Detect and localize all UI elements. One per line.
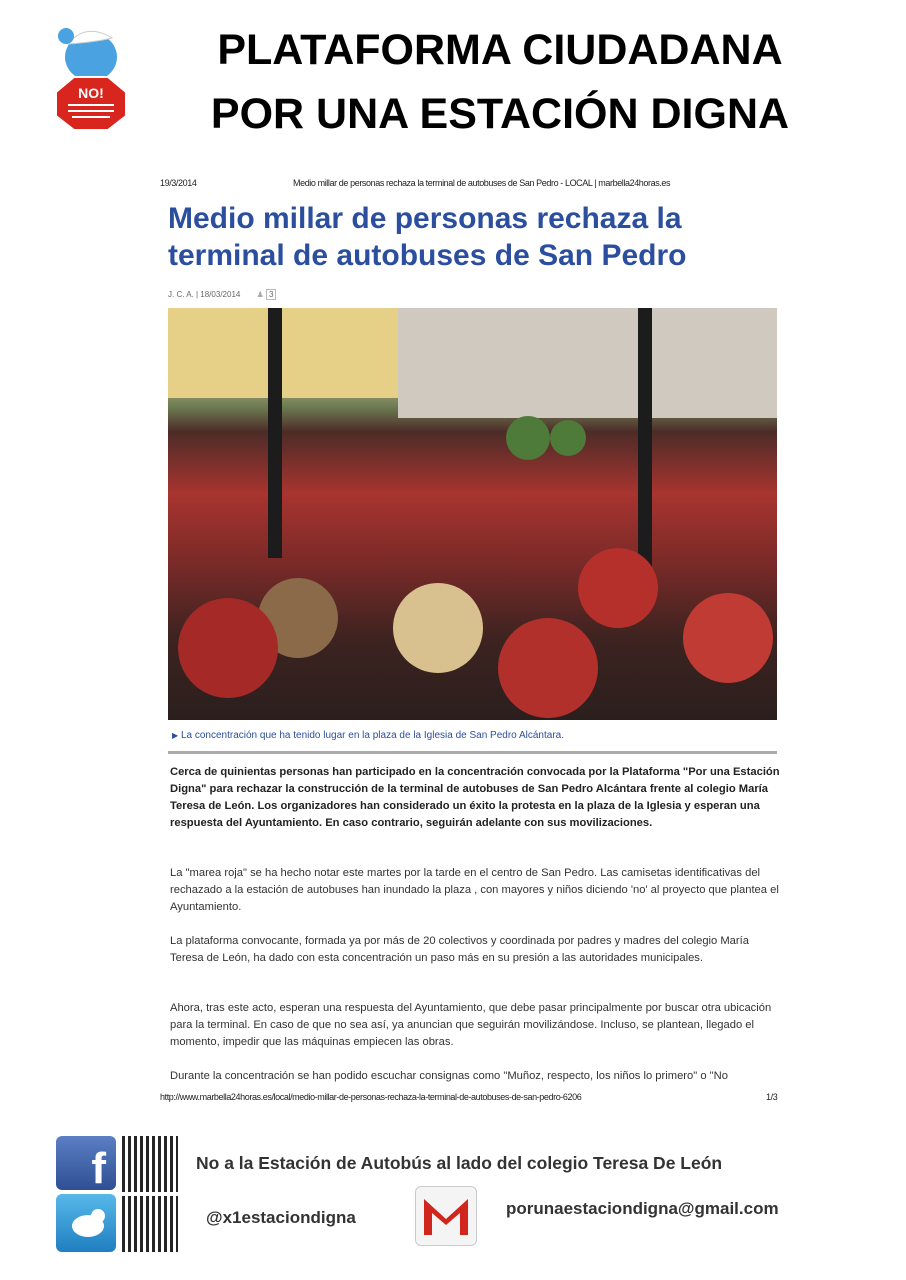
campaign-tagline: No a la Estación de Autobús al lado del colegio Teresa De León <box>196 1153 723 1173</box>
user-icon: ♟ <box>256 290 264 299</box>
page-number: 1/3 <box>766 1092 778 1102</box>
headline-line: terminal de autobuses de San Pedro <box>168 239 687 272</box>
caption-text: La concentración que ha tenido lugar en la plaza de la Iglesia de San Pedro Alcántara. <box>180 730 564 741</box>
poster-title <box>150 18 850 146</box>
photo-caption <box>172 730 564 741</box>
divider <box>168 751 777 754</box>
article-paragraph: Durante la concentración se han podido escuchar consignas como "Muñoz, respecto, los niños lo primero" o "No <box>170 1070 728 1082</box>
byline <box>168 290 276 299</box>
headline-line: Medio millar de personas rechaza la <box>168 202 682 235</box>
article-paragraph: Cerca de quinientas personas han participado en la concentración convocada por la Plataforma "Por una Estación Digna" para rechazar la construcción de la terminal de autobuses de San Pedro Alcántara frente al colegio María Teresa de León. Los organizadores han considerado un éxito la protesta en la plaza de la Iglesia y esperan una respuesta del Ayuntamiento. En caso contrario, seguirán adelante con sus movilizaciones. <box>170 766 780 829</box>
article-paragraph: La plataforma convocante, formada ya por más de 20 colectivos y coordinada por padres y madres del colegio María Teresa de León, ha dado con esta concentración un paso más en su presión a las autoridades municipales. <box>170 935 749 964</box>
title-line: PLATAFORMA CIUDADANA <box>217 26 783 74</box>
svg-text:NO!: NO! <box>78 85 104 101</box>
facebook-icon[interactable]: f <box>56 1136 116 1190</box>
byline-text: J. C. A. | 18/03/2014 <box>168 290 241 299</box>
article-photo <box>168 308 777 720</box>
smurf-stop-sign-logo <box>46 22 136 132</box>
gmail-icon[interactable] <box>415 1186 477 1246</box>
contact-email[interactable]: porunaestaciondigna@gmail.com <box>506 1199 779 1218</box>
print-header: Medio millar de personas rechaza la terminal de autobuses de San Pedro - LOCAL | marbella24horas.es <box>293 178 671 188</box>
triangle-bullet-icon: ▶ <box>172 731 179 740</box>
twitter-handle[interactable]: @x1estaciondigna <box>206 1208 356 1227</box>
article-paragraph: Ahora, tras este acto, esperan una respuesta del Ayuntamiento, que debe pasar principalmente por buscar otra ubicación para la terminal. En caso de que no sea así, ya anuncian que seguirán movilizándose. Incluso, se plantean, llegado el momento, impedir que las máquinas empiecen las obras. <box>170 1002 772 1048</box>
footer-url[interactable]: http://www.marbella24horas.es/local/medio-millar-de-personas-rechaza-la-terminal-de-autobuses-de-san-pedro-6206 <box>160 1092 582 1102</box>
twitter-bird-icon[interactable] <box>56 1194 116 1252</box>
comment-count[interactable]: 3 <box>266 289 276 300</box>
article-paragraph: La "marea roja" se ha hecho notar este martes por la tarde en el centro de San Pedro. Las camisetas identificativas del rechazado a la estación de autobuses han inundado la plaza , con mayores y niños diciendo 'no' al proyecto que plantea el Ayuntamiento. <box>170 867 779 913</box>
qr-code-facebook[interactable] <box>122 1136 178 1192</box>
qr-code-twitter[interactable] <box>122 1196 178 1252</box>
title-line: POR UNA ESTACIÓN DIGNA <box>210 90 790 138</box>
print-date: 19/3/2014 <box>160 178 197 188</box>
article-headline <box>168 200 686 274</box>
